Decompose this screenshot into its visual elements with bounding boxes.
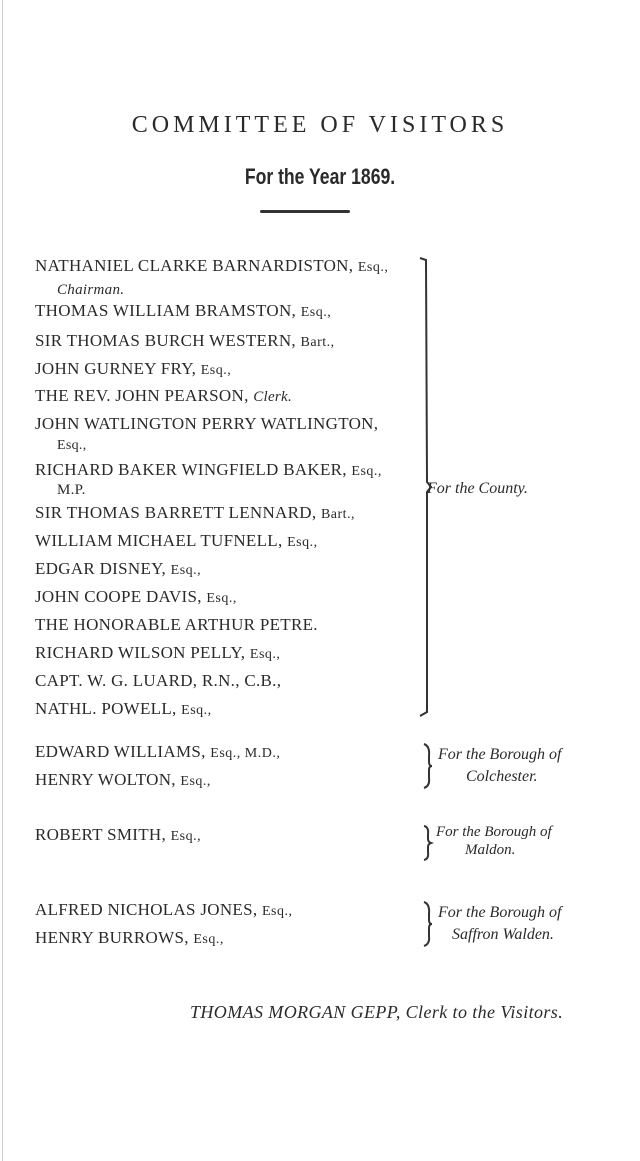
county-member: SIR THOMAS BURCH WESTERN, Bart., xyxy=(35,331,335,350)
maldon-member: ROBERT SMITH, Esq., xyxy=(35,825,202,844)
county-member: JOHN COOPE DAVIS, Esq., xyxy=(35,587,237,606)
chairman-title: Chairman. xyxy=(57,282,125,298)
county-member: CAPT. W. G. LUARD, R.N., C.B., xyxy=(35,671,282,690)
page-edge xyxy=(2,0,3,1161)
county-member: JOHN GURNEY FRY, Esq., xyxy=(35,359,232,378)
county-member: NATHL. POWELL, Esq., xyxy=(35,699,212,718)
divider-rule xyxy=(260,210,350,213)
county-member: SIR THOMAS BARRETT LENNARD, Bart., xyxy=(35,503,356,522)
colchester-label-line2: Colchester. xyxy=(466,768,538,785)
county-member: JOHN WATLINGTON PERRY WATLINGTON, xyxy=(35,414,379,433)
colchester-label-line1: For the Borough of xyxy=(438,746,562,763)
maldon-label-line2: Maldon. xyxy=(465,842,516,858)
saffron-walden-label-line2: Saffron Walden. xyxy=(452,926,554,943)
county-member-suffix: Esq., xyxy=(57,438,87,453)
maldon-label-line1: For the Borough of xyxy=(436,824,552,840)
county-member: THE HONORABLE ARTHUR PETRE. xyxy=(35,615,318,634)
colchester-brace xyxy=(422,742,434,790)
county-member: THE REV. JOHN PEARSON, Clerk. xyxy=(35,386,293,405)
county-member: EDGAR DISNEY, Esq., xyxy=(35,559,202,578)
saffron-walden-brace xyxy=(422,900,434,948)
county-member: THOMAS WILLIAM BRAMSTON, Esq., xyxy=(35,301,332,320)
county-member: RICHARD BAKER WINGFIELD BAKER, Esq., xyxy=(35,460,382,479)
saffron-walden-member: ALFRED NICHOLAS JONES, Esq., xyxy=(35,900,293,919)
colchester-member: HENRY WOLTON, Esq., xyxy=(35,770,211,789)
colchester-member: EDWARD WILLIAMS, Esq., M.D., xyxy=(35,742,281,761)
county-member: WILLIAM MICHAEL TUFNELL, Esq., xyxy=(35,531,318,550)
clerk-line: THOMAS MORGAN GEPP, Clerk to the Visitors. xyxy=(190,1002,564,1022)
county-member: RICHARD WILSON PELLY, Esq., xyxy=(35,643,281,662)
county-member: NATHANIEL CLARKE BARNARDISTON, Esq., xyxy=(35,256,389,275)
maldon-brace xyxy=(422,824,434,862)
page-subheading: For the Year 1869. xyxy=(244,164,396,189)
page-heading: COMMITTEE OF VISITORS xyxy=(131,112,509,138)
county-member-suffix: M.P. xyxy=(57,482,86,498)
saffron-walden-label-line1: For the Borough of xyxy=(438,904,562,921)
saffron-walden-member: HENRY BURROWS, Esq., xyxy=(35,928,224,947)
county-label: For the County. xyxy=(427,480,528,497)
